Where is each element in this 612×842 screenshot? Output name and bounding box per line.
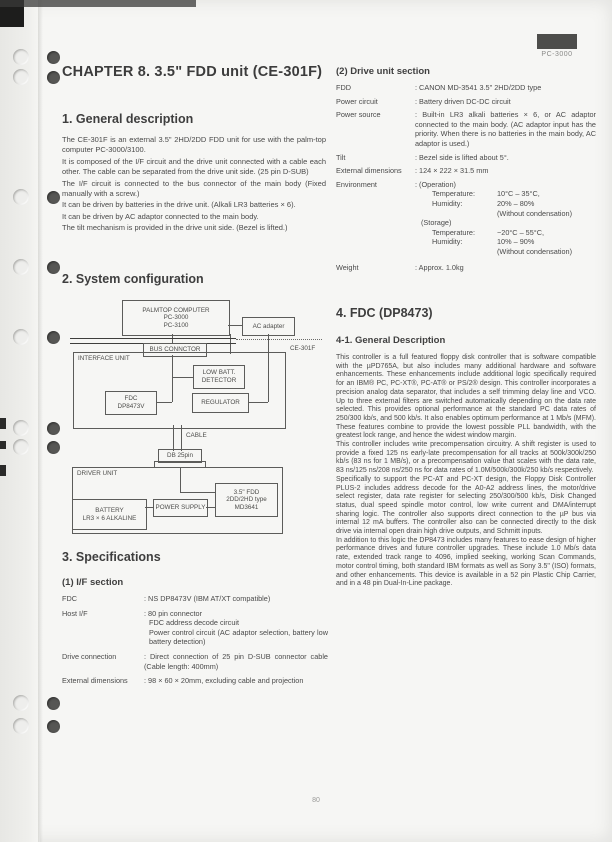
- punch-hole: [47, 71, 60, 84]
- spec-value: : 80 pin connector FDC address decode circuit Power control circuit (AC adaptor selection, battery low battery detection): [144, 608, 328, 647]
- subsection-heading-drive-unit: (2) Drive unit section: [336, 66, 430, 77]
- page-number: 80: [312, 797, 320, 804]
- paragraph: The I/F circuit is connected to the bus connector of the main body (Fixed manually with a screw.): [62, 178, 326, 199]
- diagram-line: [172, 355, 173, 402]
- spec-row-environment: [336, 180, 596, 257]
- spec-label: Power source: [336, 110, 381, 120]
- spec-label: Environment: [336, 179, 377, 189]
- diagram-line: [155, 402, 172, 403]
- paragraph: In addition to this logic the DP8473 includes many features to ease design of higher performance drives and future controller upgrades. These include 1.0 Mb/s data rate, extended track range to 4096, implied seeking, working Scan Commands, motor control timing, both standard IBM formats as well as Sony 3.5" (ISO) formats, and other enhancements. This device is available in a 52 pin Plastic Chip Carrier, and in a 48 pin Dual-In-Line package.: [336, 536, 596, 588]
- diagram-label-cable: CABLE: [186, 432, 207, 439]
- scan-edge-shadow: [38, 0, 43, 842]
- drive-spec-table: [336, 83, 596, 272]
- diagram-line: [180, 468, 181, 492]
- spec-value: : 98 × 60 × 20mm, excluding cable and projection: [144, 676, 304, 686]
- diagram-line: [145, 507, 153, 508]
- paragraph: It can be driven by batteries in the drive unit. (Alkali LR3 batteries × 6).: [62, 200, 296, 210]
- punch-hole: [47, 422, 60, 435]
- spec-label: Power circuit: [336, 96, 378, 106]
- paragraph: The CE-301F is an external 3.5" 2HD/2DD FDD unit for use with the palm-top computer PC-3000/3100.: [62, 135, 326, 155]
- spec-row-fdd: [336, 83, 596, 93]
- punch-hole: [47, 697, 60, 710]
- diagram-line: [247, 402, 268, 403]
- diagram-box-regulator: REGULATOR: [192, 393, 249, 413]
- env-row: Humidity: 10% – 90%: [432, 237, 535, 247]
- section-heading-specifications: 3. Specifications: [62, 550, 161, 564]
- punch-hole: [47, 261, 60, 274]
- paragraph: It can be driven by AC adaptor connected to the main body.: [62, 211, 259, 221]
- subsection-heading-if: (1) I/F section: [62, 577, 124, 588]
- section-heading-fdc: 4. FDC (DP8473): [336, 306, 433, 320]
- diagram-line: [180, 492, 215, 493]
- if-spec-table: [62, 594, 328, 686]
- spec-label: Weight: [336, 262, 359, 272]
- diagram-box-driver-unit: DRIVER UNIT: [72, 467, 283, 534]
- scan-edge-tick: [0, 441, 6, 449]
- diagram-box-fdd: 3.5" FDD 2DD/2HD type MD3641: [215, 483, 278, 517]
- general-description-text: [62, 135, 326, 234]
- punch-hole: [47, 331, 60, 344]
- punch-hole: [13, 718, 29, 734]
- system-configuration-diagram: [62, 298, 324, 540]
- spec-label: External dimensions: [62, 676, 128, 686]
- header-model-label: PC-3000: [541, 51, 573, 58]
- diagram-box-ac-adapter: AC adapter: [242, 317, 295, 336]
- spec-label: Host I/F: [62, 608, 88, 618]
- env-row: Temperature: −20°C – 55°C,: [432, 227, 545, 237]
- diagram-box-palmtop-computer: PALMTOP COMPUTER PC-3000 PC-3100: [122, 300, 230, 336]
- diagram-box-db-connector: DB 25pin: [158, 449, 202, 463]
- env-row: (Storage): [421, 218, 452, 228]
- subsection-heading-fdc-general: 4-1. General Description: [336, 335, 446, 346]
- paragraph: This controller is a full featured floppy disk controller that is software compatible with the µPD765A, but also includes many additional hardware and software enhancements. These enhancements include additional logic specifically required for an IBM® PC, PC-XT®, PC-AT® or PS/2® design. This controller incorporates a precision analog data separator, that includes a self trimming delay line and VCO. Up to three external filters are switched automatically depending on the data rate selected. This provides optional performance at the standard PC data rates of 250/300 kb/s, and 500 kb/s. It also enables optimum performance at 1 Mb/s (MFM). These features combine to provide the lowest possible PLL bandwidth, with the greatest lock range, and hence the widest window margin.: [336, 354, 596, 440]
- punch-hole: [13, 189, 29, 205]
- spec-value: : CANON MD-3541 3.5" 2HD/2DD type: [415, 83, 542, 92]
- spec-row-weight: [336, 263, 596, 273]
- punch-hole: [13, 329, 29, 345]
- page-title: CHAPTER 8. 3.5" FDD unit (CE-301F): [62, 64, 323, 80]
- diagram-line: [172, 377, 193, 378]
- spec-value-environment: [415, 180, 596, 257]
- spec-label: Drive connection: [62, 651, 117, 661]
- diagram-box-interface-unit: INTERFACE UNIT: [73, 352, 286, 429]
- punch-hole: [47, 51, 60, 64]
- spec-row-drive-connection: [62, 652, 328, 671]
- diagram-label-ce301f: CE-301F: [290, 345, 316, 352]
- diagram-box-fdc: FDC DP8473V: [105, 391, 157, 415]
- punch-hole: [47, 191, 60, 204]
- diagram-line: [181, 425, 182, 451]
- punch-hole: [47, 441, 60, 454]
- punch-hole: [13, 69, 29, 85]
- section-heading-system: 2. System configuration: [62, 272, 204, 286]
- spec-label: FDD: [336, 83, 351, 92]
- paragraph: The tilt mechanism is provided in the drive unit side. (Bezel is lifted.): [62, 223, 288, 233]
- env-row: (Without condensation): [497, 208, 573, 218]
- punch-hole: [13, 49, 29, 65]
- punch-hole: [13, 439, 29, 455]
- spec-value: : Direct connection of 25 pin D-SUB connector cable (Cable length: 400mm): [144, 651, 328, 671]
- fdc-description-text: [336, 354, 596, 589]
- diagram-box-battery: BATTERY LR3 × 6 ALKALINE: [72, 499, 147, 530]
- scan-top-smudge: [0, 0, 196, 7]
- spec-row-host-if: [62, 609, 328, 647]
- spec-value: : NS DP8473V (IBM AT/XT compatible): [144, 594, 271, 603]
- env-row: Humidity: 20% – 80%: [432, 198, 535, 208]
- punch-hole: [13, 420, 29, 436]
- diagram-box-power-supply: POWER SUPPLY: [153, 499, 208, 517]
- spec-label: Tilt: [336, 152, 346, 162]
- spec-row-power-circuit: [336, 97, 596, 107]
- diagram-line: [228, 325, 242, 326]
- scan-edge-tick: [0, 418, 6, 429]
- spec-label: External dimensions: [336, 166, 402, 176]
- spec-value: : 124 × 222 × 31.5 mm: [415, 166, 489, 176]
- spec-row-power-source: [336, 110, 596, 148]
- paragraph: Specifically to support the PC-AT and PC-XT design, the Floppy Disk Controller PLUS-2 includes address decode for the A0-A2 address lines, the motor/drive select register, data rate register for selecting 250/300/500 kb/s, Disk Changed status, dual speed spindle motor control, low write current and DMA/interrupt sharing logic. The controller also supports direct connection to the µP bus via internal 12 mA buffers. The controller also can be connected directly to the disk drive via internal open drain high drive outputs, and Schmitt inputs.: [336, 475, 596, 536]
- paragraph: It is composed of the I/F circuit and the drive unit connected with a cable each other. The cable can be separated from the drive unit side. (25 pin D-SUB): [62, 156, 326, 177]
- spec-row-external-dimensions: [62, 676, 328, 686]
- spec-row-tilt: [336, 153, 596, 163]
- scan-edge-tick: [0, 465, 6, 476]
- diagram-box-bus-connector: BUS CONNCTOR: [143, 343, 207, 357]
- diagram-dotted-boundary: [236, 339, 322, 340]
- spec-label: FDC: [62, 594, 77, 603]
- diagram-line: [173, 425, 174, 451]
- spec-value: : Battery driven DC-DC circuit: [415, 96, 511, 106]
- punch-hole: [13, 695, 29, 711]
- section-heading-general: 1. General description: [62, 112, 194, 126]
- spec-value: : Approx. 1.0kg: [415, 262, 464, 272]
- diagram-line: [230, 334, 231, 354]
- diagram-line: [206, 507, 215, 508]
- spec-row-fdc: [62, 594, 328, 604]
- spec-value: : Bezel side is lifted about 5°.: [415, 152, 509, 162]
- punch-hole: [13, 259, 29, 275]
- spec-value: : Built-in LR3 alkali batteries × 6, or AC adaptor connected to the main body. (AC adaptor input has the priority. When there is no batteries in the main body, AC adaptor is used.): [415, 110, 596, 148]
- header-tab-mark: [537, 34, 577, 49]
- punch-hole: [47, 720, 60, 733]
- env-row: (Without condensation): [497, 246, 573, 256]
- env-row: Temperature: 10°C – 35°C,: [432, 189, 540, 199]
- diagram-box-low-batt-detector: LOW BATT. DETECTOR: [193, 365, 245, 389]
- env-row: : (Operation): [415, 179, 456, 189]
- paragraph: This controller includes write precompensation circuitry. A shift register is used to provide a fixed 125 ns early-late precompensation for all tracks at 500k/300k/250 kb/s (83 ns for 1 MB/s), or a precompensation value that scales with the data rate, 83 ns/125 ns/208 ns/250 ns for data rates of 1.0M/500k/300k/250 kb/s respectively.: [336, 441, 596, 475]
- spec-row-external-dimensions-drive: [336, 166, 596, 176]
